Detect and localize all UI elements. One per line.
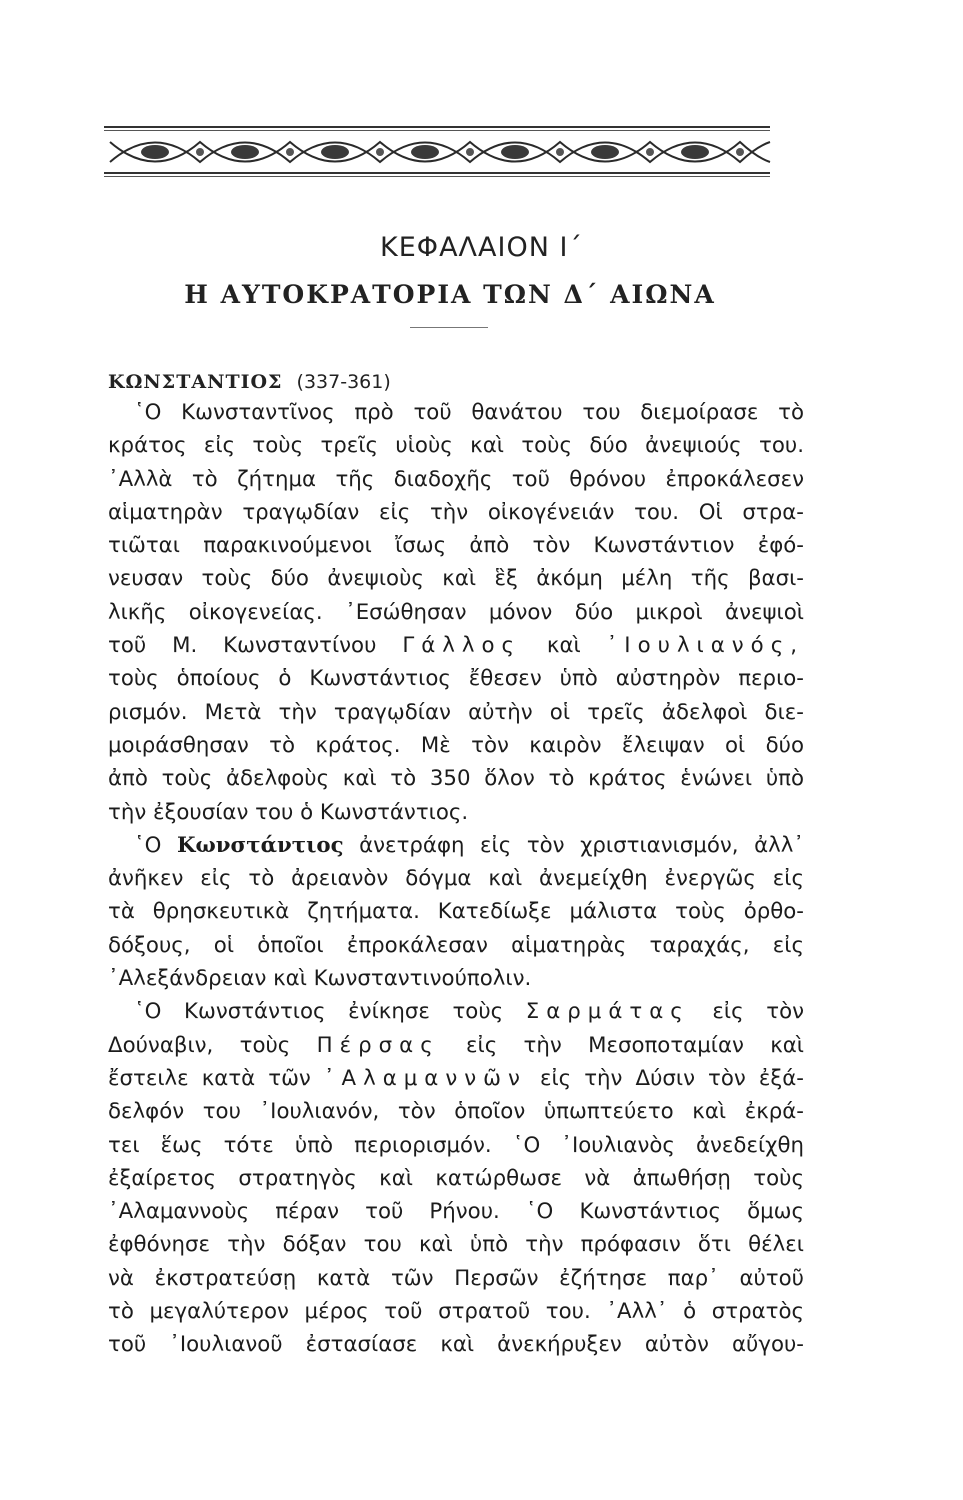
text-line [108,1062,804,1095]
text-line: ᾿Αλαμαννοὺς πέραν τοῦ Ρήνου. ῾Ο Κωνστάντιος ὅμως [108,1199,804,1225]
spaced-name: Σαρμάτας [525,999,690,1025]
text-line [108,995,804,1028]
text-segment: εἰς τὴν Δύσιν τὸν ἐξά- [539,1065,804,1091]
text-segment: Δούναβιν, τοὺς [108,1032,291,1058]
chapter-label: ΚΕΦΑΛΑΙΟΝ Ι΄ [380,232,583,263]
chapter-title: Η ΑΥΤΟΚΡΑΤΟΡΙΑ ΤΩΝ Δ΄ ΑΙΩΝΑ [184,280,716,309]
text-segment: ῾Ο [134,832,162,858]
text-line: ἐφθόνησε τὴν δόξαν του καὶ ὑπὸ τὴν πρόφασιν ὅτι θέλει [108,1232,804,1258]
text-line: δελφόν του ᾿Ιουλιανόν, τὸν ὁποῖον ὑπωπτεύετο καὶ ἐκρά- [108,1099,804,1125]
text-line: ἐξαίρετος στρατηγὸς καὶ κατώρθωσε νὰ ἀπωθήσῃ τοὺς [108,1165,804,1191]
text-line: νὰ ἐκστρατεύσῃ κατὰ τῶν Περσῶν ἐζήτησε παρ᾿ αὐτοῦ [108,1265,804,1291]
spaced-name: Γάλλος [402,633,521,659]
text-line: ἀνῆκεν εἰς τὸ ἀρειανὸν δόγμα καὶ ἀνεμείχθη ἐνεργῶς εἰς [108,866,804,892]
text-segment: εἰς τὸν [712,999,804,1025]
chapter-body-text [108,396,804,1362]
text-line [108,1029,804,1062]
text-line: ῾Ο Κωνσταντῖνος πρὸ τοῦ θανάτου του διεμοίρασε τὸ [134,400,804,425]
text-line [108,629,804,662]
text-line: λικῆς οἰκογενείας. ᾿Εσώθησαν μόνον δύο μικροὶ ἀνεψιοὶ [108,599,804,625]
spaced-name: ᾿Αλαμαννῶν [323,1065,527,1091]
spaced-name: Πέρσας [316,1032,440,1058]
text-line: τιῶται παρακινούμενοι ἴσως ἀπὸ τὸν Κωνστάντιον ἐφό- [108,533,804,559]
text-segment: τοῦ Μ. Κωνσταντίνου [108,633,377,659]
text-line: τὴν ἐξουσίαν του ὁ Κωνστάντιος. [108,799,469,825]
text-line: μοιράσθησαν τὸ κράτος. Μὲ τὸν καιρὸν ἔλειψαν οἱ δύο [108,732,804,758]
text-segment: ἔστειλε κατὰ τῶν [108,1065,311,1091]
text-segment: εἰς τὴν Μεσοποταμίαν καὶ [466,1032,804,1058]
text-line: ρισμόν. Μετὰ τὴν τραγῳδίαν αὐτὴν οἱ τρεῖς ἀδελφοὶ διε- [108,699,804,725]
text-segment: καὶ [546,633,581,659]
text-segment: ἀνετράφη εἰς τὸν χριστιανισμόν, ἀλλ᾿ [359,832,804,858]
bold-name: Κωνστάντιος [176,832,344,858]
text-line: ᾿Αλεξάνδρειαν καὶ Κωνσταντινούπολιν. [108,966,532,992]
text-line: ᾿Αλλὰ τὸ ζήτημα τῆς διαδοχῆς τοῦ θρόνου ἐπροκάλεσεν [108,466,804,492]
section-ruler-name: ΚΩΝΣΤΑΝΤΙΟΣ [108,371,283,393]
section-heading [108,371,391,393]
text-line: κράτος εἰς τοὺς τρεῖς υἱοὺς καὶ τοὺς δύο ἀνεψιούς του. [108,433,804,459]
text-line: τὰ θρησκευτικὰ ζητήματα. Κατεδίωξε μάλιστα τοὺς ὀρθο- [108,899,804,925]
decorative-headpiece-ornament [100,112,776,188]
text-line [108,829,804,862]
text-segment: ῾Ο Κωνστάντιος ἐνίκησε τοὺς [134,999,504,1025]
text-line: τοὺς ὁποίους ὁ Κωνστάντιος ἔθεσεν ὑπὸ αὐστηρὸν περιο- [108,666,804,692]
text-line: αἱματηρὰν τραγῳδίαν εἰς τὴν οἰκογένειάν του. Οἱ στρα- [108,499,804,525]
text-line: τει ἕως τότε ὑπὸ περιορισμόν. ῾Ο ᾿Ιουλιανὸς ἀνεδείχθη [108,1132,804,1158]
text-line: δόξους, οἱ ὁποῖοι ἐπροκάλεσαν αἱματηρὰς ταραχάς, εἰς [108,932,804,958]
text-line: νευσαν τοὺς δύο ἀνεψιοὺς καὶ ἓξ ἀκόμη μέλη τῆς βασι- [108,566,804,592]
text-line: τὸ μεγαλύτερον μέρος τοῦ στρατοῦ του. ᾿Αλλ᾿ ὁ στρατὸς [108,1299,804,1325]
spaced-name: ᾿Ιουλιανός, [606,633,804,659]
section-reign-dates: (337-361) [296,371,391,393]
text-line: τοῦ ᾿Ιουλιανοῦ ἐστασίασε καὶ ἀνεκήρυξεν αὐτὸν αὔγου- [108,1332,804,1358]
text-line: ἀπὸ τοὺς ἀδελφοὺς καὶ τὸ 350 ὅλον τὸ κράτος ἑνώνει ὑπὸ [108,766,804,792]
title-divider [410,327,488,328]
